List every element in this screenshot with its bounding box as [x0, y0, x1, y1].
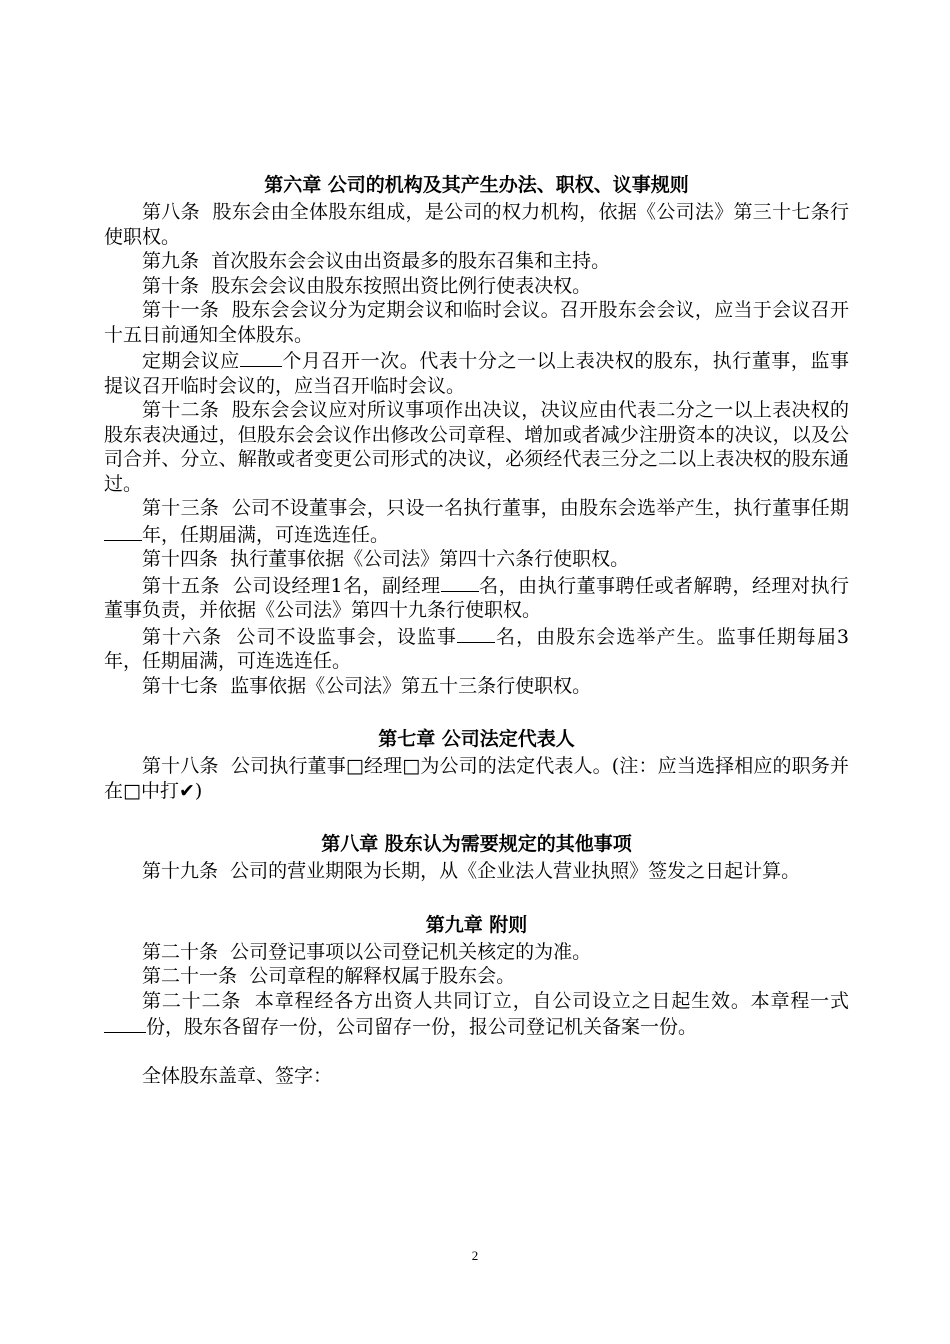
article-11b-text-start: 定期会议应	[142, 350, 240, 372]
blank-fill-line	[104, 521, 142, 541]
article-11-regular-meeting	[104, 347, 849, 398]
chapter-6-heading: 第六章 公司的机构及其产生办法、职权、议事规则	[264, 174, 689, 196]
article-11: 第十一条 股东会会议分为定期会议和临时会议。召开股东会会议，应当于会议召开十五日前通知全体股东。	[104, 299, 849, 346]
chapter-9-heading: 第九章 附则	[425, 913, 528, 936]
article-11b-text-end: 个月召开一次。代表十分之一以上表决权的股东，执行董事，监事提议召开临时会议的，应当召开临时会议。	[104, 350, 849, 397]
article-19: 第十九条 公司的营业期限为长期，从《企业法人营业执照》签发之日起计算。	[142, 860, 801, 882]
article-22-text-end: 份，股东各留存一份，公司留存一份，报公司登记机关备案一份。	[146, 1016, 698, 1038]
document-body	[104, 170, 849, 1088]
article-16	[104, 623, 849, 674]
chapter-8-heading: 第八章 股东认为需要规定的其他事项	[321, 833, 632, 855]
article-22	[104, 989, 849, 1040]
chapter-7-heading: 第七章 公司法定代表人	[378, 728, 575, 750]
article-17: 第十七条 监事依据《公司法》第五十三条行使职权。	[142, 674, 592, 697]
article-22-text-start: 第二十二条 本章程经各方出资人共同订立，自公司设立之日起生效。本章程一式	[142, 989, 849, 1012]
article-16-text-start: 第十六条 公司不设监事会，设监事	[142, 625, 457, 648]
article-14: 第十四条 执行董事依据《公司法》第四十六条行使职权。	[142, 548, 630, 570]
article-15	[104, 572, 849, 623]
article-10: 第十条 股东会会议由股东按照出资比例行使表决权。	[142, 274, 592, 297]
article-15-text-end: 名，由执行董事聘任或者解聘，经理对执行董事负责，并依据《公司法》第四十九条行使职权。	[104, 574, 849, 621]
article-13	[104, 496, 849, 547]
blank-fill-line	[457, 623, 495, 643]
article-12: 第十二条 股东会会议应对所议事项作出决议，决议应由代表二分之一以上表决权的股东表决通过，但股东会会议作出修改公司章程、增加或者减少注册资本的决议，以及公司合并、分立、解散或者变更公司形式的决议，必须经代表三分之二以上表决权的股东通过。	[104, 399, 849, 495]
page-number: 2	[471, 1248, 479, 1263]
article-13-text-end: 年，任期届满，可连选连任。	[142, 523, 390, 546]
article-18: 第十八条 公司执行董事□经理□为公司的法定代表人。(注：应当选择相应的职务并在□中打✔)	[104, 755, 849, 802]
article-20: 第二十条 公司登记事项以公司登记机关核定的为准。	[142, 940, 592, 963]
article-13-text-start: 第十三条 公司不设董事会，只设一名执行董事，由股东会选举产生，执行董事任期	[142, 497, 849, 519]
article-16-text-end: 名，由股东会选举产生。监事任期每届3年，任期届满，可连选连任。	[104, 625, 849, 672]
article-9: 第九条 首次股东会会议由出资最多的股东召集和主持。	[142, 250, 611, 272]
signature-line: 全体股东盖章、签字：	[142, 1064, 333, 1087]
article-8: 第八条 股东会由全体股东组成，是公司的权力机构，依据《公司法》第三十七条行使职权。	[104, 201, 849, 248]
blank-fill-line	[240, 347, 282, 367]
article-15-text-start: 第十五条 公司设经理1名，副经理	[142, 574, 441, 597]
blank-fill-line	[441, 572, 479, 592]
blank-fill-line	[104, 1013, 146, 1033]
article-21: 第二十一条 公司章程的解释权属于股东会。	[142, 965, 516, 987]
